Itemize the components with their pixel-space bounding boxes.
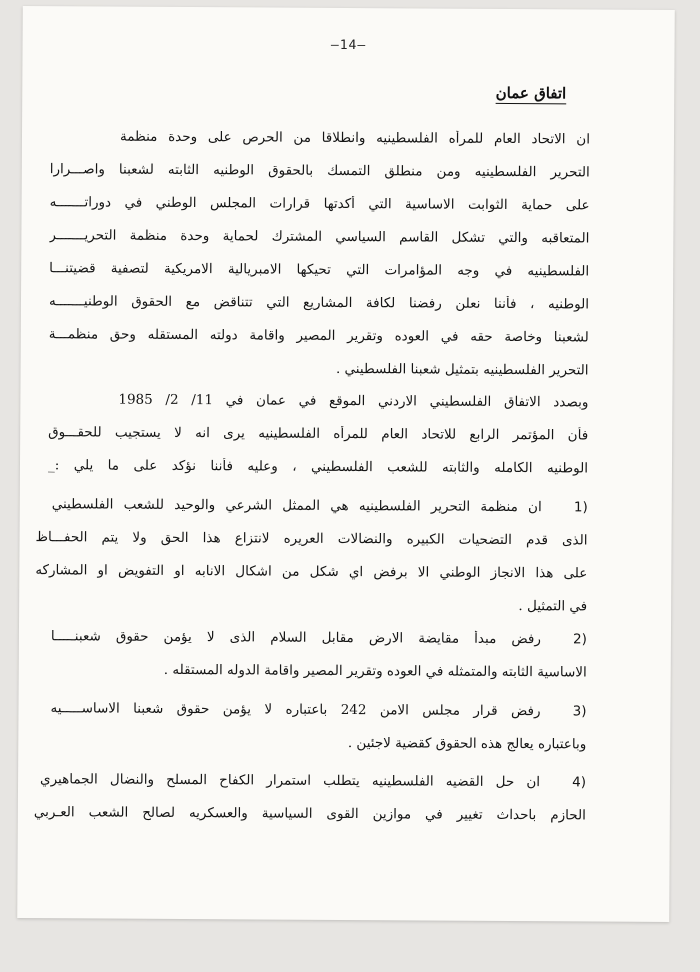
intro-line: لشعبنا وخاصة حقه في العوده وتقرير المصير واقامة دولته المستقله وحق منظمـــة (48, 326, 589, 346)
intro-line: التحرير الفلسطينيه ومن منطلق التمسك بالحقوق الوطنيه الثابته لشعبنا واصـــرارا (49, 161, 590, 181)
paragraph-line: الوطنيه الكامله والثابته للشعب الفلسطيني ، وعليه فأننا نؤكد على ما يلي :_ (47, 457, 589, 477)
intro-line: على حماية الثوابت الاساسية التي أكدتها قرارات المجلس الوطني في دوراتـــــــه (49, 194, 590, 214)
point-line: الذى قدم التضحيات الكبيره والنضالات العريره لانتزاع هذا الحق ولا يتم الحفـــاظ (35, 529, 588, 549)
point-line: ان حل القضيه الفلسطينيه يتطلب استمرار الكفاح المسلح والنضال الجماهيري (40, 771, 541, 791)
page-number: —14— (330, 37, 367, 54)
point-number: 2) (573, 631, 587, 648)
point-line: الاساسية الثابته والمتمثله في العوده وتقرير المصير واقامة الدوله المستقله . (163, 661, 587, 681)
point-number: 4) (572, 774, 587, 791)
point-line: رفض قرار مجلس الامن 242 باعتباره لا يؤمن حقوق شعبنا الاساســـــيه (50, 700, 541, 720)
intro-line: الوطنيه ، فأننا نعلن رفضنا لكافة المشاريع التي تتناقض مع الحقوق الوطنيـــــــه (48, 293, 590, 313)
paragraph-line: فأن المؤتمر الرابع للاتحاد العام للمرأه الفلسطينيه يرى انه لا يستجيب للحقـــوق (48, 424, 589, 444)
intro-line: التحرير الفلسطينيه بتمثيل شعبنا الفلسطيني . (335, 360, 589, 379)
point-number: 3) (572, 703, 587, 720)
point-number: 1) (573, 499, 588, 516)
paragraph-line: وبصدد الاتفاق الفلسطيني الاردني الموقع في عمان في 11/ 2/ 1985 (118, 391, 589, 411)
point-line: ان منظمة التحرير الفلسطينيه هي الممثل الشرعي والوحيد للشعب الفلسطيني (51, 496, 542, 516)
document-page (17, 6, 675, 922)
intro-line: المتعاقبه والتي تشكل القاسم السياسي المشترك لحماية وحدة منظمة التحريـــــــر (49, 227, 590, 247)
point-line: في التمثيل . (518, 598, 588, 615)
point-line: وباعتباره يعالج هذه الحقوق كقضية لاجئين . (347, 735, 587, 753)
point-line: على هذا الانجاز الوطني الا برفض اي شكل من اشكال الانابه او التفويض او المشاركه (35, 562, 588, 582)
intro-line: الفلسطينيه في وجه المؤامرات التي تحيكها الامبريالية الامريكية لتصفية قضيتنـــا (49, 260, 590, 280)
document-title: اتفاق عمان (495, 83, 567, 103)
point-line: الحازم باحداث تغيير في موازين القوى السياسية والعسكريه لصالح الشعب العـربي (33, 804, 586, 824)
point-line: رفض مبدأ مقايضة الارض مقابل السلام الذى لا يؤمن حقوق شعبنـــــا (50, 628, 541, 648)
intro-line: ان الاتحاد العام للمرأه الفلسطينيه وانطلاقا من الحرص على وحدة منظمة (119, 128, 591, 148)
